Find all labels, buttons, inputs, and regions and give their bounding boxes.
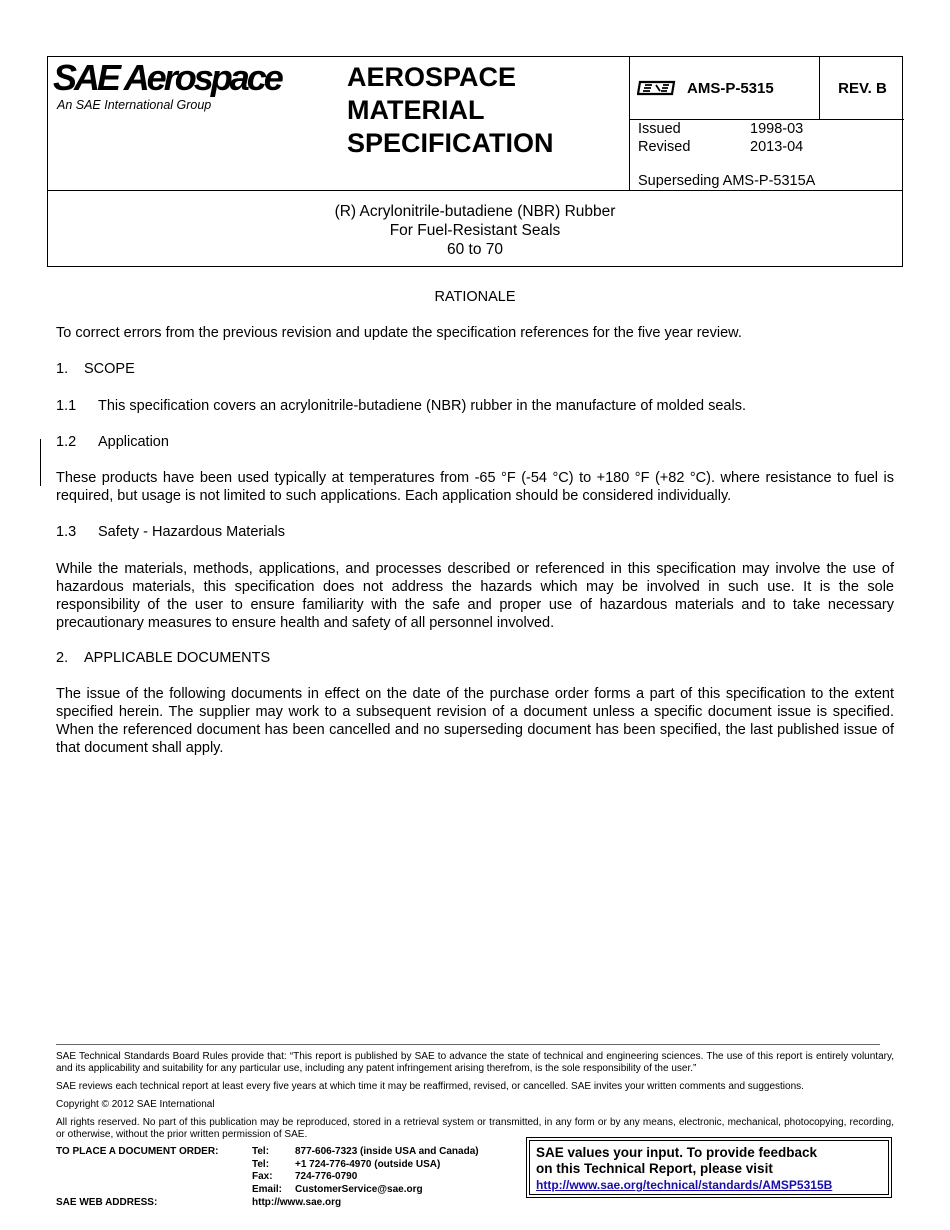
- section-1-3-text: While the materials, methods, applications, and processes described or referenced in this specification may involve the use of hazardous materials, this specification does not address the hazards which may be involved in such use. It is the sole responsibility of the user to ensure familiarity with the safe and proper use of hazardous materials and to take necessary precautionary measures to ensure health and safety of all personnel involved.: [56, 561, 894, 631]
- contact-value: 724-776-0790: [295, 1171, 358, 1182]
- header-top-row: [48, 57, 902, 191]
- section-title: Safety - Hazardous Materials: [98, 524, 285, 540]
- rights-notice: All rights reserved. No part of this publication may be reproduced, stored in a retrieval system or transmitted, in any form or by any means, electronic, mechanical, photocopying, recording, or otherwise, without the prior written permission of SAE.: [56, 1117, 894, 1140]
- sae-aerospace-logo-icon: [53, 61, 343, 97]
- section-title: SCOPE: [84, 361, 135, 377]
- order-label: TO PLACE A DOCUMENT ORDER:: [56, 1146, 219, 1157]
- contact-value: 877-606-7323 (inside USA and Canada): [295, 1146, 479, 1157]
- footer-divider: [56, 1044, 880, 1045]
- section-number: 1.1: [56, 398, 77, 414]
- section-title: APPLICABLE DOCUMENTS: [84, 650, 271, 666]
- section-1-3-heading: [56, 523, 894, 541]
- document-title-line: (R) Acrylonitrile-butadiene (NBR) Rubber: [334, 203, 616, 220]
- feedback-box: [526, 1137, 892, 1198]
- feedback-line: on this Technical Report, please visit: [536, 1161, 773, 1176]
- section-1-heading: [56, 360, 894, 378]
- contact-label: Email:: [252, 1183, 283, 1195]
- header-table: [47, 56, 903, 267]
- document-title-line: For Fuel-Resistant Seals: [389, 222, 561, 239]
- section-number: 1.2: [56, 434, 77, 450]
- sae-aerospace-logo: [53, 61, 343, 121]
- rationale-heading: RATIONALE: [434, 289, 516, 305]
- section-1-1-paragraph: [56, 397, 894, 415]
- contact-label: Fax:: [252, 1171, 273, 1182]
- rationale-text: To correct errors from the previous revision and update the specification references for the five year review.: [56, 325, 742, 341]
- section-1-2-heading: [56, 433, 894, 451]
- contact-value: CustomerService@sae.org: [295, 1183, 423, 1195]
- section-text: This specification covers an acrylonitrile-butadiene (NBR) rubber in the manufacture of molded seals.: [98, 398, 746, 414]
- spec-type-line: MATERIAL: [347, 95, 485, 125]
- spec-type-line: SPECIFICATION: [347, 128, 554, 158]
- section-1-2-text: These products have been used typically at temperatures from -65 °F (-54 °C) to +180 °F (+82 °C). where resistance to fuel is required, but usage is not limited to such applications. Each application should be considered individually.: [56, 470, 894, 504]
- review-notice: SAE reviews each technical report at least every five years at which time it may be reaffirmed, revised, or cancelled. SAE invites your written comments and suggestions.: [56, 1081, 804, 1092]
- superseding-note: Superseding AMS-P-5315A: [638, 173, 816, 189]
- issued-label: Issued: [638, 121, 681, 137]
- section-number: 1.3: [56, 524, 77, 540]
- sae-mark-icon: [637, 79, 677, 97]
- issue-dates: [638, 120, 803, 156]
- document-info-cell: [629, 57, 904, 190]
- web-label: SAE WEB ADDRESS:: [56, 1197, 158, 1208]
- section-number: 2.: [56, 650, 69, 666]
- web-address: [56, 1197, 341, 1208]
- contact-label: Tel:: [252, 1158, 270, 1170]
- web-value: http://www.sae.org: [252, 1197, 342, 1208]
- document-order-contacts: [56, 1146, 479, 1196]
- contact-value: +1 724-776-4970 (outside USA): [295, 1158, 441, 1170]
- section-number: 1.: [56, 361, 69, 377]
- document-title: [48, 202, 902, 259]
- revision-label: REV. B: [838, 80, 887, 97]
- feedback-line: SAE values your input. To provide feedback: [536, 1145, 818, 1160]
- issued-date: 1998-03: [750, 121, 804, 137]
- spec-type-line: AEROSPACE: [347, 62, 517, 92]
- copyright: Copyright © 2012 SAE International: [56, 1099, 215, 1110]
- document-number: AMS-P-5315: [687, 80, 774, 97]
- contact-label: Tel:: [252, 1146, 270, 1157]
- spec-type-title: [347, 61, 554, 160]
- revision-change-bar: [40, 439, 41, 486]
- revised-label: Revised: [638, 139, 691, 155]
- standards-board-rules: SAE Technical Standards Board Rules provide that: “This report is published by SAE to advance the state of technical and engineering sciences. The use of this report is entirely voluntary, and its applicability and suitability for any particular use, including any patent infringement arising therefrom, is the sole responsibility of the user.”: [56, 1051, 894, 1074]
- revised-date: 2013-04: [750, 139, 804, 155]
- document-title-line: 60 to 70: [446, 241, 504, 258]
- section-2-heading: [56, 649, 894, 667]
- section-2-text: The issue of the following documents in effect on the date of the purchase order forms a part of this specification to the extent specified herein. The supplier may work to a subsequent revision of a document unless a specific document issue is specified. When the referenced document has been cancelled and no superseding document has been specified, the last published issue of that document shall apply.: [56, 686, 894, 756]
- document-number-row: [630, 57, 904, 120]
- section-title: Application: [98, 434, 169, 450]
- feedback-text: [536, 1145, 832, 1193]
- logo-mark-sae: SAE Aerospace: [53, 61, 281, 97]
- feedback-link[interactable]: http://www.sae.org/technical/standards/AMSP5315B: [536, 1178, 833, 1192]
- logo-subtitle: An SAE International Group: [57, 98, 212, 112]
